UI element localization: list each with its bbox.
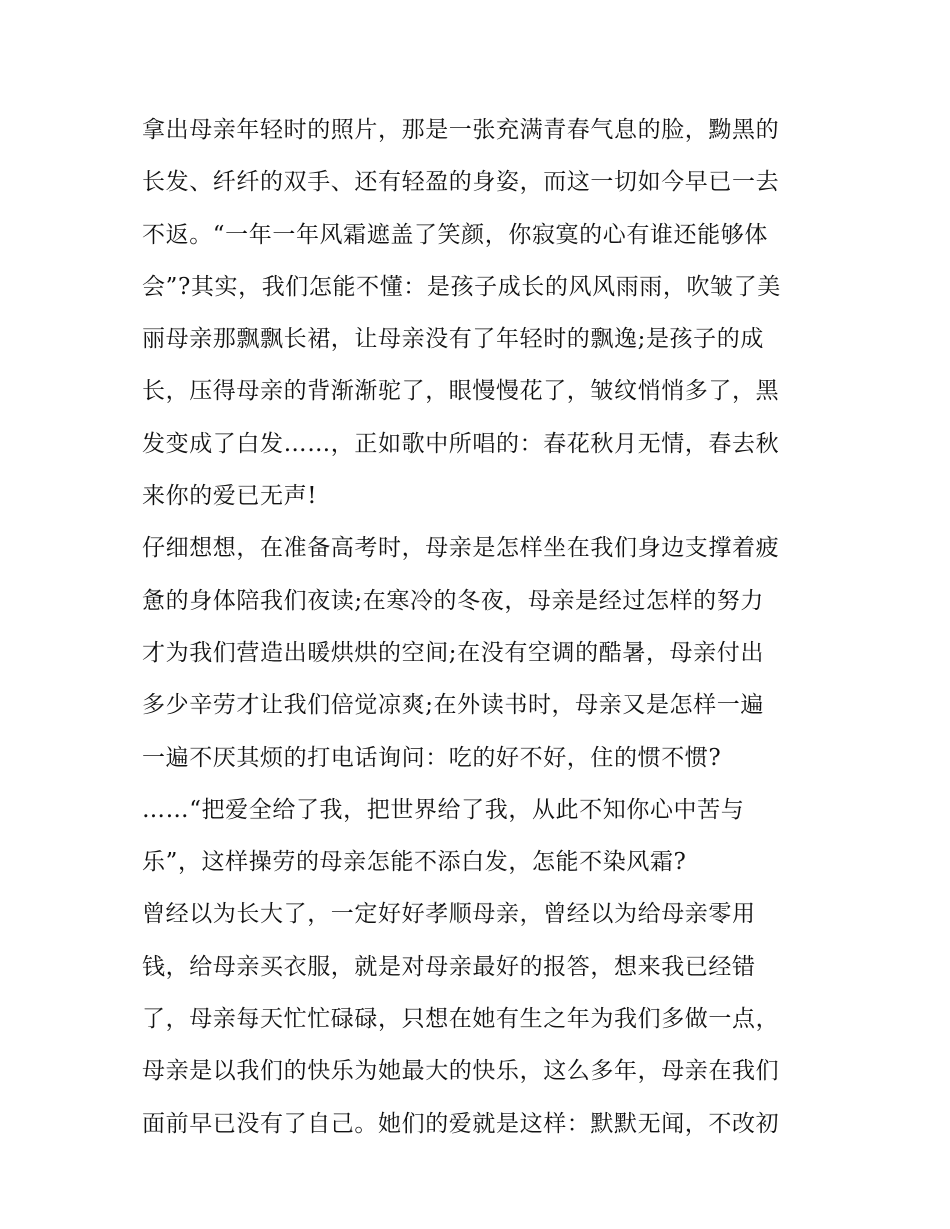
text-line: 长发、纤纤的双手、还有轻盈的身姿，而这一切如今早已一去: [142, 169, 780, 196]
text-line: 乐”，这样操劳的母亲怎能不添白发，怎能不染风霜?: [142, 849, 687, 876]
text-line: 拿出母亲年轻时的照片，那是一张充满青春气息的脸，黝黑的: [142, 117, 780, 143]
text-line: 钱，给母亲买衣服，就是对母亲最好的报答，想来我已经错: [142, 953, 756, 980]
text-line: 多少辛劳才让我们倍觉凉爽;在外读书时，母亲又是怎样一遍: [142, 692, 764, 719]
text-line: 长，压得母亲的背渐渐驼了，眼慢慢花了，皱纹悄悄多了，黑: [142, 378, 780, 405]
text-line: 曾经以为长大了，一定好好孝顺母亲，曾经以为给母亲零用: [142, 901, 756, 928]
text-line: 会”?其实，我们怎能不懂：是孩子成长的风风雨雨，吹皱了美: [142, 273, 781, 300]
text-line: 不返。“一年一年风霜遮盖了笑颜，你寂寞的心有谁还能够体: [142, 221, 768, 248]
text-line: 才为我们营造出暖烘烘的空间;在没有空调的酷暑，母亲付出: [142, 639, 764, 666]
text-line: 仔细想想，在准备高考时，母亲是怎样坐在我们身边支撑着疲: [142, 535, 780, 562]
text-line: 了，母亲每天忙忙碌碌，只想在她有生之年为我们多做一点，: [142, 1006, 780, 1033]
text-line: 来你的爱已无声!: [142, 483, 318, 510]
text-line: 惫的身体陪我们夜读;在寒冷的冬夜，母亲是经过怎样的努力: [142, 587, 764, 614]
text-line: 发变成了白发……，正如歌中所唱的：春花秋月无情，春去秋: [142, 430, 780, 457]
document-body: [142, 104, 822, 1150]
text-line: 面前早已没有了自己。她们的爱就是这样：默默无闻，不改初: [142, 1110, 780, 1137]
text-line: 母亲是以我们的快乐为她最大的快乐，这么多年，母亲在我们: [142, 1058, 780, 1085]
text-line: ……“把爱全给了我，把世界给了我，从此不知你心中苦与: [142, 796, 745, 823]
text-line: 一遍不厌其烦的打电话询问：吃的好不好，住的惯不惯?: [142, 744, 722, 771]
text-line: 丽母亲那飘飘长裙，让母亲没有了年轻时的飘逸;是孩子的成: [142, 326, 764, 353]
